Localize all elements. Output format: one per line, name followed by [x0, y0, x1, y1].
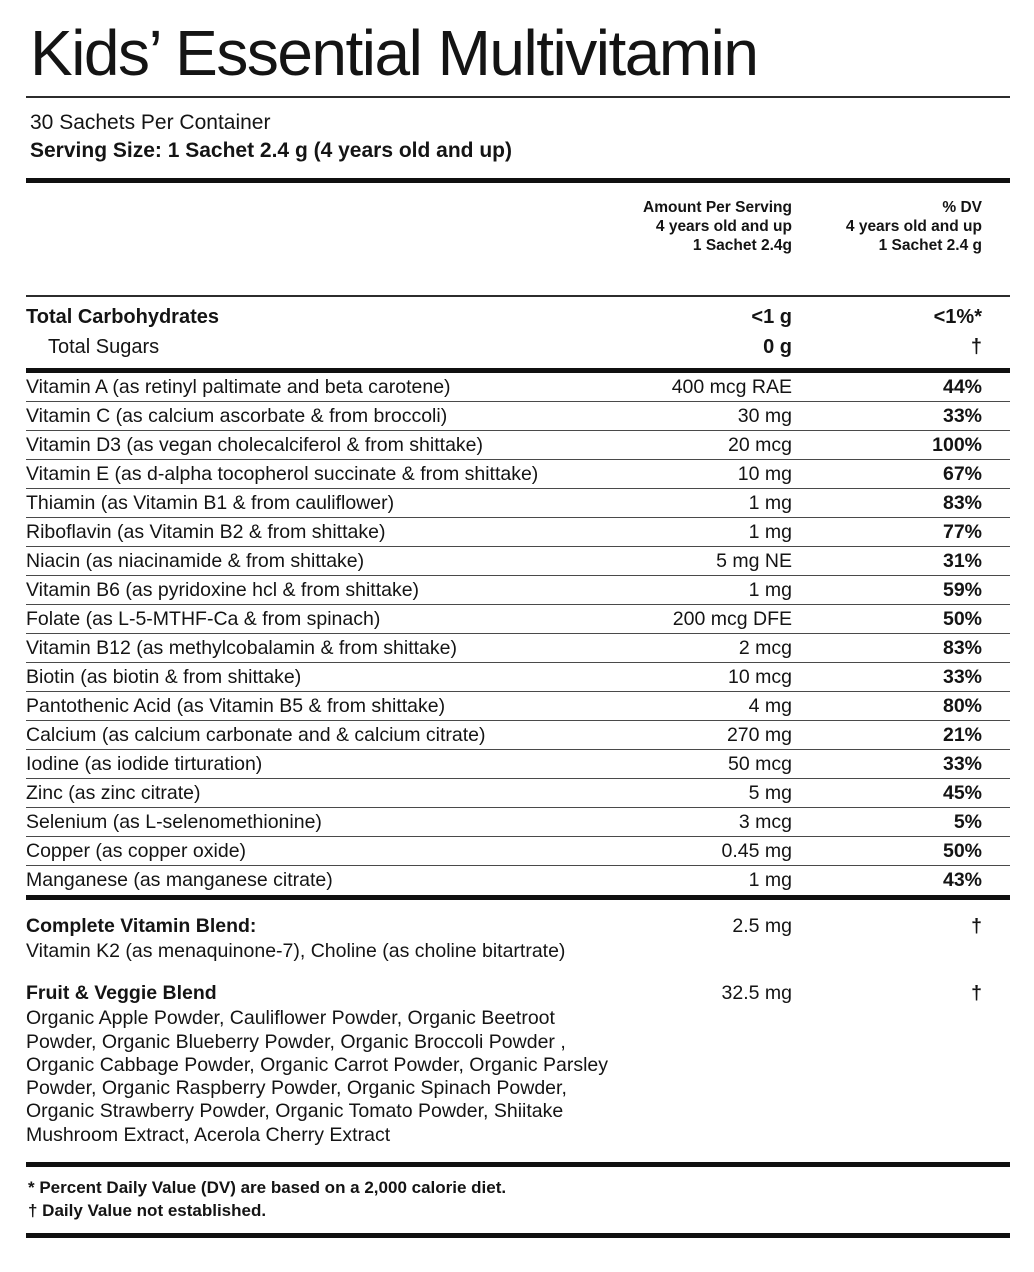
nutrient-name: Iodine (as iodide tirturation) — [26, 752, 263, 775]
nutrient-dv: 33% — [942, 665, 982, 688]
nutrient-row — [26, 808, 1010, 837]
nutrient-row — [26, 721, 1010, 750]
blend-amount: 32.5 mg — [721, 982, 792, 1005]
nutrient-row — [26, 460, 1010, 489]
macro-name: Total Carbohydrates — [26, 305, 219, 328]
nutrient-dv: 31% — [942, 549, 982, 572]
nutrient-name: Selenium (as L-selenomethionine) — [26, 810, 322, 833]
nutrient-name: Thiamin (as Vitamin B1 & from cauliflower) — [26, 491, 395, 514]
amount-column-header — [572, 198, 792, 255]
nutrient-amount: 1 mg — [748, 491, 792, 514]
nutrient-name: Vitamin E (as d-alpha tocopherol succinate & from shittake) — [26, 462, 539, 485]
nutrient-name: Calcium (as calcium carbonate and & calcium citrate) — [26, 723, 486, 746]
nutrient-dv: 83% — [942, 636, 982, 659]
macro-dv: <1%* — [933, 305, 982, 328]
nutrient-name: Vitamin B6 (as pyridoxine hcl & from shittake) — [26, 578, 420, 601]
serving-size: Serving Size: 1 Sachet 2.4 g (4 years old and up) — [30, 139, 512, 162]
macro-dv: † — [970, 335, 982, 358]
footnotes-section — [26, 1167, 1010, 1233]
nutrient-row — [26, 402, 1010, 431]
bottom-margin — [26, 1238, 1010, 1272]
nutrient-dv: 77% — [942, 520, 982, 543]
nutrient-amount: 3 mcg — [738, 810, 792, 833]
nutrient-amount: 0.45 mg — [721, 839, 792, 862]
nutrient-dv: 45% — [942, 781, 982, 804]
nutrient-name: Vitamin B12 (as methylcobalamin & from shittake) — [26, 636, 457, 659]
nutrient-amount: 4 mg — [748, 694, 792, 717]
nutrient-name: Manganese (as manganese citrate) — [26, 869, 333, 891]
amount-header-line-3: 1 Sachet 2.4g — [692, 237, 792, 254]
serving-info — [26, 98, 1010, 178]
nutrient-name: Vitamin C (as calcium ascorbate & from broccoli) — [26, 404, 448, 427]
nutrient-name: Biotin (as biotin & from shittake) — [26, 665, 302, 688]
nutrient-amount: 5 mg NE — [716, 549, 792, 572]
nutrient-amount: 2 mcg — [738, 636, 792, 659]
nutrient-row — [26, 489, 1010, 518]
nutrient-name: Riboflavin (as Vitamin B2 & from shittake) — [26, 520, 386, 543]
blend-name: Fruit & Veggie Blend — [26, 982, 217, 1005]
blend-description: Organic Apple Powder, Cauliflower Powder, Organic Beetroot Powder, Organic Blueberry Powder, Organic Broccoli Powder , Organic Cabbage Powder, Organic Carrot Powder, Organic Parsley Powder, Organic Raspberry Powder, Organic Spinach Powder, Organic Strawberry Powder, Organic Tomato Powder, Shiitake Mushroom Extract, Acerola Cherry Extract — [26, 1007, 609, 1146]
blend-dv: † — [971, 915, 982, 937]
nutrient-row — [26, 634, 1010, 663]
nutrient-amount: 400 mcg RAE — [671, 375, 792, 398]
nutrient-dv: 50% — [942, 839, 982, 862]
nutrient-amount: 10 mcg — [728, 665, 792, 688]
nutrient-name: Vitamin A (as retinyl paltimate and beta carotene) — [26, 375, 451, 398]
nutrient-row — [26, 373, 1010, 402]
amount-header-line-1: Amount Per Serving — [643, 199, 792, 216]
nutrient-row — [26, 692, 1010, 721]
blend-row — [26, 913, 1010, 939]
blend-section — [26, 980, 1010, 1147]
macro-amount: <1 g — [751, 305, 792, 328]
nutrient-amount: 1 mg — [748, 869, 792, 891]
nutrient-row — [26, 866, 1010, 895]
dv-column-header — [792, 198, 982, 255]
nutrient-dv: 33% — [942, 404, 982, 427]
nutrient-amount: 50 mcg — [728, 752, 792, 775]
amount-header-line-2: 4 years old and up — [655, 218, 792, 235]
macro-amount: 0 g — [763, 335, 792, 358]
nutrient-amount: 1 mg — [748, 578, 792, 601]
nutrient-row — [26, 431, 1010, 460]
nutrient-name: Copper (as copper oxide) — [26, 839, 247, 862]
blends-section — [26, 900, 1010, 1162]
nutrient-dv: 5% — [953, 810, 982, 833]
nutrient-amount: 200 mcg DFE — [672, 607, 792, 630]
sachets-per-container: 30 Sachets Per Container — [30, 111, 271, 134]
nutrient-amount: 270 mg — [726, 723, 792, 746]
nutrient-name: Niacin (as niacinamide & from shittake) — [26, 549, 365, 572]
nutrient-name: Zinc (as zinc citrate) — [26, 781, 201, 804]
column-headers — [26, 183, 1010, 295]
nutrient-amount: 20 mcg — [728, 433, 792, 456]
nutrient-row — [26, 663, 1010, 692]
nutrient-row — [26, 750, 1010, 779]
nutrient-dv: 80% — [942, 694, 982, 717]
product-title: Kids’ Essential Multivitamin — [30, 17, 758, 89]
blend-amount: 2.5 mg — [732, 915, 792, 937]
nutrient-amount: 10 mg — [737, 462, 792, 485]
nutrient-name: Vitamin D3 (as vegan cholecalciferol & from shittake) — [26, 433, 484, 456]
nutrient-amount: 30 mg — [737, 404, 792, 427]
macro-rows-section — [26, 297, 1010, 368]
nutrient-dv: 21% — [942, 723, 982, 746]
nutrient-name: Folate (as L-5-MTHF-Ca & from spinach) — [26, 607, 381, 630]
nutrient-dv: 59% — [942, 578, 982, 601]
nutrient-row — [26, 779, 1010, 808]
nutrient-row — [26, 576, 1010, 605]
nutrient-amount: 1 mg — [748, 520, 792, 543]
footnote: * Percent Daily Value (DV) are based on a 2,000 calorie diet. — [28, 1178, 507, 1198]
nutrient-dv: 44% — [942, 375, 982, 398]
nutrient-row — [26, 547, 1010, 576]
blend-row — [26, 980, 1010, 1006]
nutrient-row — [26, 605, 1010, 634]
nutrient-dv: 100% — [932, 433, 982, 456]
nutrient-row — [26, 837, 1010, 866]
column-header-spacer — [26, 198, 572, 255]
blend-description: Vitamin K2 (as menaquinone-7), Choline (as choline bitartrate) — [26, 940, 566, 962]
dv-header-line-3: 1 Sachet 2.4 g — [878, 237, 982, 254]
nutrient-dv: 83% — [942, 491, 982, 514]
dv-header-line-1: % DV — [942, 199, 982, 216]
blend-section — [26, 913, 1010, 963]
macro-name: Total Sugars — [48, 335, 160, 358]
blend-dv: † — [971, 982, 982, 1005]
nutrient-name: Pantothenic Acid (as Vitamin B5 & from shittake) — [26, 694, 446, 717]
macro-row — [26, 302, 1010, 332]
dv-header-line-2: 4 years old and up — [845, 218, 982, 235]
nutrient-dv: 33% — [942, 752, 982, 775]
nutrient-dv: 43% — [942, 869, 982, 891]
macro-row — [26, 332, 1010, 362]
nutrient-row — [26, 518, 1010, 547]
nutrient-rows-section — [26, 373, 1010, 895]
nutrient-dv: 67% — [942, 462, 982, 485]
nutrient-amount: 5 mg — [748, 781, 792, 804]
footnote: † Daily Value not established. — [28, 1201, 267, 1221]
blend-name: Complete Vitamin Blend: — [26, 915, 257, 937]
nutrient-dv: 50% — [942, 607, 982, 630]
